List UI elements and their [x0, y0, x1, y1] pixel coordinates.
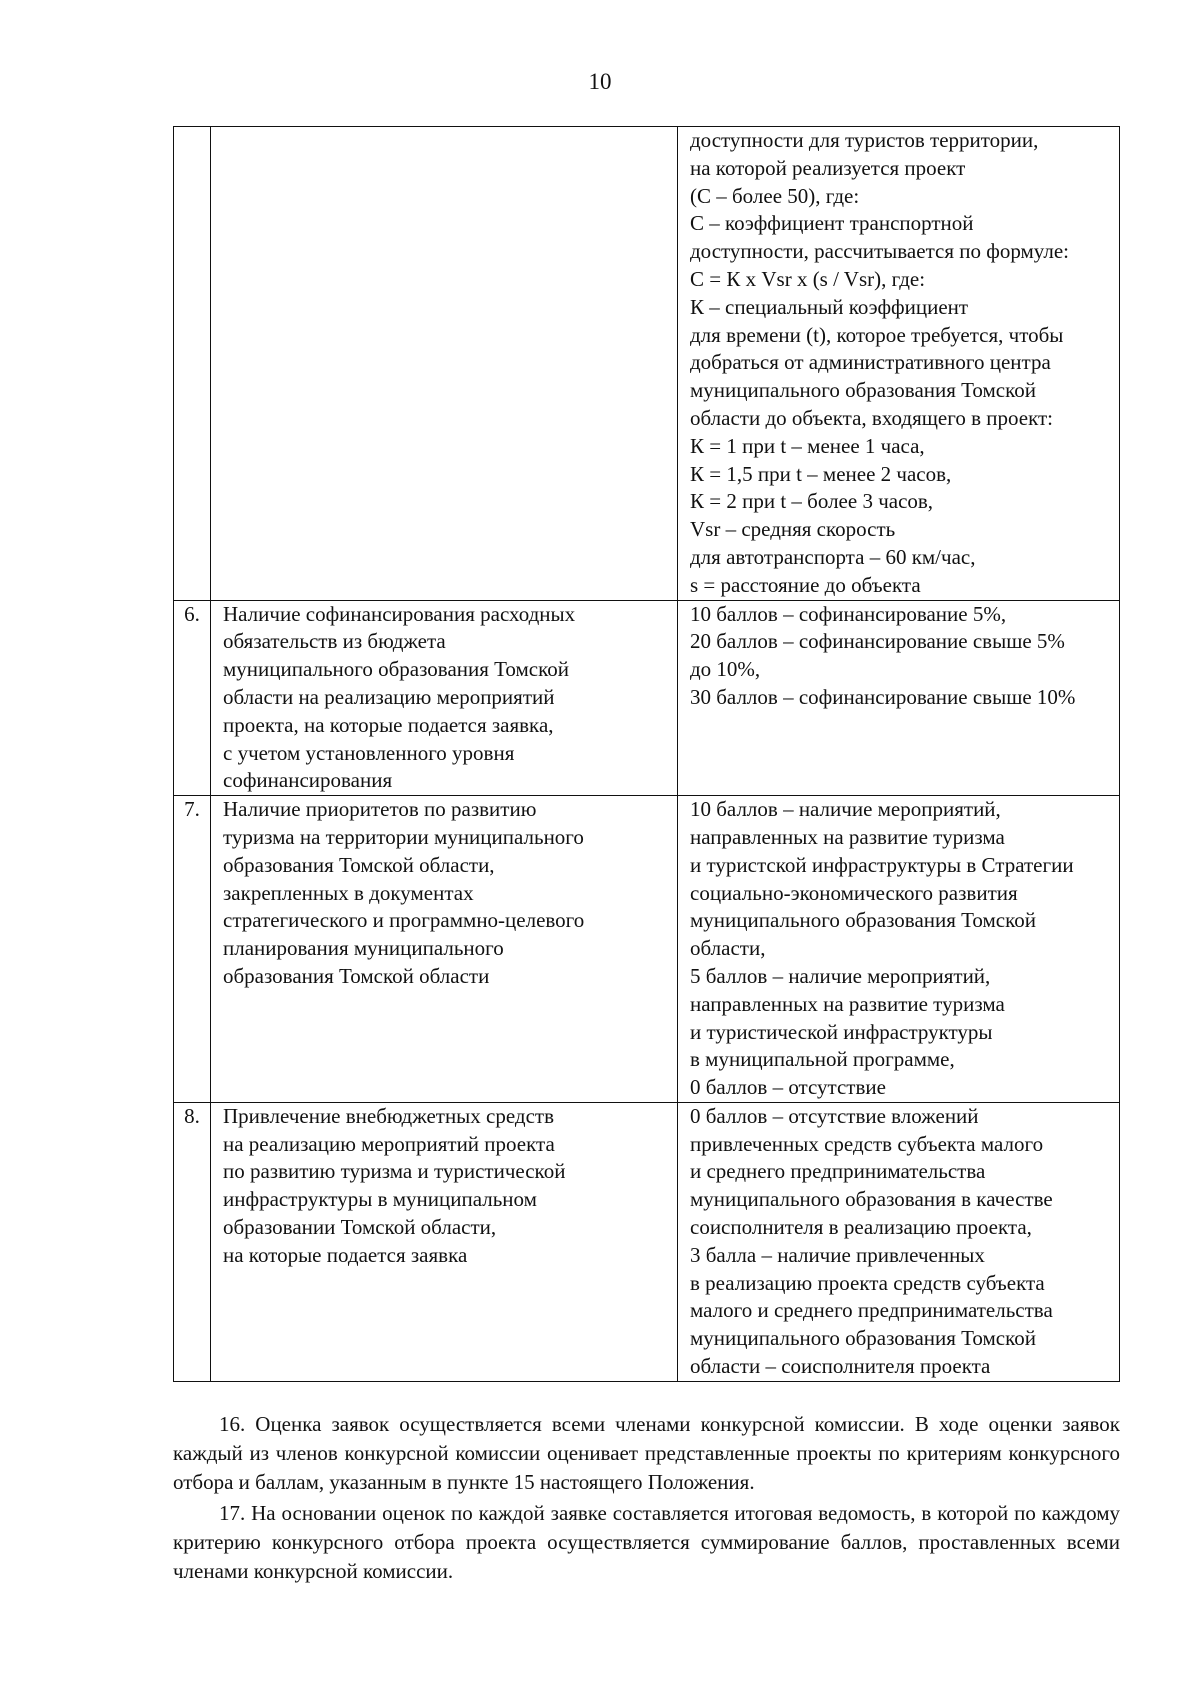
criterion-line: Привлечение внебюджетных средств	[223, 1103, 555, 1128]
score-line: Vsr – средняя скорость	[690, 517, 896, 542]
criterion-line: планирования муниципального	[223, 936, 504, 961]
score-line: для автотранспорта – 60 км/час,	[690, 544, 976, 569]
score-line: соисполнителя в реализацию проекта,	[690, 1215, 1032, 1240]
score-line: в муниципальной программе,	[690, 1047, 955, 1072]
row-number-cell: 6.	[174, 600, 211, 796]
score-line: муниципального образования Томской	[690, 908, 1036, 933]
criteria-table	[173, 126, 1120, 1382]
criterion-line: Наличие приоритетов по развитию	[223, 797, 537, 822]
criterion-cell	[211, 1102, 678, 1381]
score-line: (С – более 50), где:	[690, 183, 860, 208]
criterion-cell	[211, 600, 678, 796]
score-line: привлеченных средств субъекта малого	[690, 1131, 1044, 1156]
score-line: на которой реализуется проект	[690, 155, 966, 180]
score-line: добраться от административного центра	[690, 350, 1051, 375]
criterion-line: закрепленных в документах	[223, 880, 474, 905]
criterion-line: софинансирования	[223, 768, 393, 793]
score-cell	[678, 600, 1120, 796]
paragraph-16: 16. Оценка заявок осуществляется всеми членами конкурсной комиссии. В ходе оценки заявок каждый из членов конкурсной комиссии оценивает представленные проекты по критериям конкурсного отбора и баллам, указанным в пункте 15 настоящего Положения.	[173, 1412, 1120, 1494]
criterion-line: инфраструктуры в муниципальном	[223, 1187, 537, 1212]
criterion-line: Наличие софинансирования расходных	[223, 601, 576, 626]
criterion-line: муниципального образования Томской	[223, 657, 569, 682]
row-number-cell	[174, 127, 211, 601]
score-line: доступности, рассчитывается по формуле:	[690, 239, 1070, 264]
criterion-line: с учетом установленного уровня	[223, 740, 515, 765]
score-line: доступности для туристов территории,	[690, 128, 1039, 152]
score-line: К = 1 при t – менее 1 часа,	[690, 433, 925, 458]
criterion-line: образования Томской области	[223, 963, 490, 988]
score-line: малого и среднего предпринимательства	[690, 1298, 1053, 1323]
score-line: 5 баллов – наличие мероприятий,	[690, 963, 991, 988]
score-line: муниципального образования в качестве	[690, 1187, 1053, 1212]
criterion-line: образовании Томской области,	[223, 1215, 497, 1240]
score-line: 10 баллов – софинансирование 5%,	[690, 601, 1007, 626]
page-number: 10	[588, 69, 612, 94]
score-line: s = расстояние до объекта	[690, 572, 921, 597]
criterion-line: туризма на территории муниципального	[223, 824, 584, 849]
row-number-cell: 7.	[174, 796, 211, 1103]
criterion-line: обязательств из бюджета	[223, 629, 446, 654]
criterion-line: образования Томской области,	[223, 852, 495, 877]
score-line: направленных на развитие туризма	[690, 824, 1005, 849]
score-line: области до объекта, входящего в проект:	[690, 405, 1054, 430]
score-line: области – соисполнителя проекта	[690, 1354, 991, 1379]
score-line: 10 баллов – наличие мероприятий,	[690, 797, 1001, 822]
body-text	[173, 1410, 1120, 1586]
score-line: направленных на развитие туризма	[690, 991, 1005, 1016]
score-line: области,	[690, 936, 766, 961]
score-line: и среднего предпринимательства	[690, 1159, 986, 1184]
score-line: и туристической инфраструктуры	[690, 1019, 993, 1044]
score-line: в реализацию проекта средств субъекта	[690, 1270, 1045, 1295]
score-line: 0 баллов – отсутствие	[690, 1075, 886, 1100]
criterion-line: проекта, на которые подается заявка,	[223, 712, 554, 737]
row-number-cell: 8.	[174, 1102, 211, 1381]
score-line: до 10%,	[690, 657, 761, 682]
score-cell	[678, 796, 1120, 1103]
score-line: 3 балла – наличие привлеченных	[690, 1242, 985, 1267]
criterion-line: на которые подается заявка	[223, 1242, 468, 1267]
criteria-table-body	[174, 127, 1120, 1382]
paragraph-17: 17. На основании оценок по каждой заявке составляется итоговая ведомость, в которой по каждому критерию конкурсного отбора проекта осуществляется суммирование баллов, проставленных всеми членами конкурсной комиссии.	[173, 1501, 1120, 1583]
table-row	[174, 127, 1120, 601]
table-row	[174, 1102, 1120, 1381]
score-cell	[678, 127, 1120, 601]
score-line: С – коэффициент транспортной	[690, 211, 974, 236]
criterion-line: стратегического и программно-целевого	[223, 908, 585, 933]
score-line: С = К х Vsr х (s / Vsr), где:	[690, 266, 926, 291]
table-row	[174, 600, 1120, 796]
score-line: и туристской инфраструктуры в Стратегии	[690, 852, 1074, 877]
criterion-line: на реализацию мероприятий проекта	[223, 1131, 555, 1156]
criterion-line: по развитию туризма и туристической	[223, 1159, 566, 1184]
score-line: К – специальный коэффициент	[690, 294, 969, 319]
criterion-line: области на реализацию мероприятий	[223, 684, 555, 709]
score-line: 0 баллов – отсутствие вложений	[690, 1103, 979, 1128]
score-line: 20 баллов – софинансирование свыше 5%	[690, 629, 1065, 654]
table-row	[174, 796, 1120, 1103]
score-line: для времени (t), которое требуется, чтобы	[690, 322, 1064, 347]
score-line: К = 2 при t – более 3 часов,	[690, 489, 934, 514]
score-line: муниципального образования Томской	[690, 378, 1036, 403]
score-line: социально-экономического развития	[690, 880, 1018, 905]
score-line: К = 1,5 при t – менее 2 часов,	[690, 461, 952, 486]
score-cell	[678, 1102, 1120, 1381]
criterion-cell	[211, 796, 678, 1103]
score-line: муниципального образования Томской	[690, 1326, 1036, 1351]
score-line: 30 баллов – софинансирование свыше 10%	[690, 684, 1076, 709]
criterion-cell	[211, 127, 678, 601]
